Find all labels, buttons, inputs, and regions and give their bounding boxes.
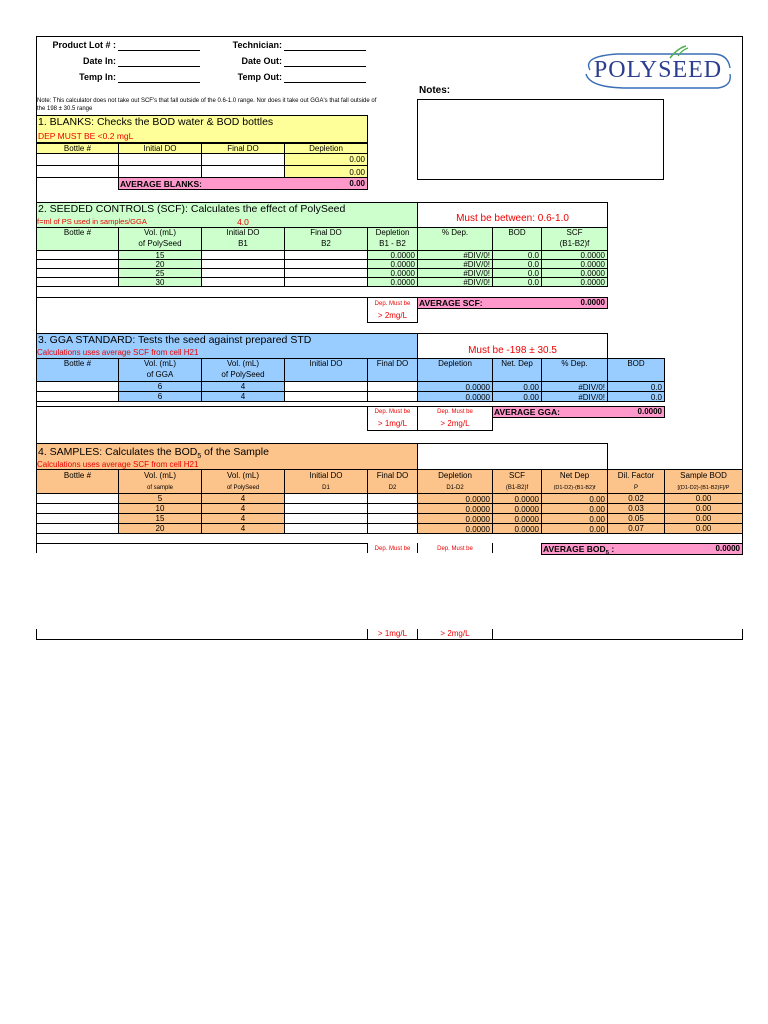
samples-scf-cell: 0.0000 xyxy=(492,493,542,504)
blanks-depletion-2: 0.00 xyxy=(284,165,368,178)
samples-header-bod: Sample BOD xyxy=(680,471,727,480)
scf-subheader-depletion: B1 - B2 xyxy=(379,239,406,248)
polyseed-logo xyxy=(578,44,738,94)
gga-header-bottle: Bottle # xyxy=(63,359,92,368)
logo-text: POLYSEED xyxy=(593,57,723,83)
scf-depletion-cell: 0.0000 xyxy=(367,277,418,287)
date-out-label: Date Out: xyxy=(241,56,282,66)
samples-vol-ps-cell[interactable]: 4 xyxy=(201,523,285,534)
gga-dep-must-be-1: Dep. Must be xyxy=(374,409,411,415)
gga-header-net: Net. Dep xyxy=(501,359,533,368)
scf-subheader-final: B2 xyxy=(321,239,331,248)
samples-header-scf: SCF xyxy=(509,471,525,480)
gga-range-note: Must be -198 ± 30.5 xyxy=(468,345,557,356)
gga-vol-gga-cell[interactable]: 6 xyxy=(118,391,202,402)
samples-header-dil: Dil. Factor xyxy=(617,471,655,480)
scf-depletion-cell: 0.0000 xyxy=(367,268,418,278)
samples-vol-ps-cell[interactable]: 4 xyxy=(201,513,285,524)
samples-depletion-cell: 0.0000 xyxy=(417,493,493,504)
samples-dil-cell: 0.02 xyxy=(607,493,665,504)
scf-dep-value: > 2mg/L xyxy=(377,311,408,320)
samples-vol-s-cell[interactable]: 5 xyxy=(118,493,202,504)
blanks-depletion-1: 0.00 xyxy=(284,153,368,166)
blanks-header-depletion: Depletion xyxy=(284,143,368,154)
samples-title-sub: 5 xyxy=(197,453,202,461)
scf-scf-cell: 0.0000 xyxy=(541,268,608,278)
gga-header-bod: BOD xyxy=(627,359,645,368)
gga-subheader-vol-gga: of GGA xyxy=(146,370,174,379)
samples-subheader-net: (D1-D2)-(B1-B2)f xyxy=(553,485,596,491)
scf-bod-cell: 0.0 xyxy=(492,268,542,278)
blanks-average-value: 0.00 xyxy=(349,179,365,188)
scf-pct-cell: #DIV/0! xyxy=(417,268,493,278)
scf-header-scf: SCF xyxy=(566,228,583,237)
blanks-average-label: AVERAGE BLANKS: xyxy=(120,179,203,189)
calculator-note: Note: This calculator does not take out SCF's that fall outside of the 0.6-1.0 range. Nor does it take out GGA's that fall outside of the 198 ± 30.5 range xyxy=(37,98,377,112)
continuation-right xyxy=(742,629,743,640)
gga-vol-ps-cell[interactable]: 4 xyxy=(201,381,285,392)
date-in-label: Date In: xyxy=(82,56,116,66)
scf-bottle-cell[interactable] xyxy=(36,277,119,287)
samples-bottom-line xyxy=(36,543,368,544)
temp-out-field[interactable] xyxy=(284,82,366,83)
samples-subtitle: Calculations uses average SCF from cell H21 xyxy=(37,460,199,469)
blanks-cell[interactable] xyxy=(36,165,119,178)
samples-subheader-vol-s: of sample xyxy=(146,485,173,491)
gga-pct-cell: #DIV/0! xyxy=(541,391,608,402)
notes-box[interactable] xyxy=(417,99,664,180)
samples-header-initial: Initial DO xyxy=(309,471,343,480)
samples-dep-must-be-1: Dep. Must be xyxy=(374,546,411,552)
blanks-header-bottle: Bottle # xyxy=(36,143,119,154)
continuation-line xyxy=(36,639,743,640)
samples-average-label xyxy=(543,544,614,559)
samples-dil-cell: 0.03 xyxy=(607,503,665,514)
temp-out-label: Temp Out: xyxy=(237,72,282,82)
gga-dep-must-be-2: Dep. Must be xyxy=(437,409,473,415)
samples-subheader-bod: [(D1-D2)-(B1-B2)F]/P xyxy=(677,485,730,491)
scf-header-initial: Initial DO xyxy=(226,228,260,237)
gga-bod-cell: 0.0 xyxy=(607,391,665,402)
samples-scf-cell: 0.0000 xyxy=(492,513,542,524)
scf-bod-cell: 0.0 xyxy=(492,250,542,260)
scf-pct-cell: #DIV/0! xyxy=(417,277,493,287)
gga-header-vol-gga: Vol. (mL) xyxy=(143,359,176,368)
samples-bod-cell: 0.00 xyxy=(664,493,743,504)
samples-subheader-dil: P xyxy=(633,485,638,491)
scf-header-depletion: Depletion xyxy=(375,228,410,237)
samples-bottle-cell[interactable] xyxy=(36,523,119,534)
samples-header-vol-s: Vol. (mL) xyxy=(143,471,176,480)
samples-vol-s-cell[interactable]: 10 xyxy=(118,503,202,514)
blanks-title: 1. BLANKS: Checks the BOD water & BOD bottles xyxy=(38,116,274,128)
samples-header-final: Final DO xyxy=(376,471,409,480)
samples-bod-cell: 0.00 xyxy=(664,503,743,514)
samples-dil-cell: 0.05 xyxy=(607,513,665,524)
gga-bottom-line xyxy=(36,406,368,407)
scf-bod-cell: 0.0 xyxy=(492,277,542,287)
blanks-header-initial: Initial DO xyxy=(118,143,202,154)
samples-vol-s-cell[interactable]: 15 xyxy=(118,513,202,524)
scf-header-bod: BOD xyxy=(508,228,526,237)
gga-dep-value-1: > 1mg/L xyxy=(377,419,408,428)
scf-pct-cell: #DIV/0! xyxy=(417,259,493,269)
samples-subheader-final: D2 xyxy=(388,485,397,491)
samples-header-net: Net Dep xyxy=(559,471,590,480)
scf-subheader-initial: B1 xyxy=(238,239,248,248)
scf-dep-must-be: Dep. Must be xyxy=(374,301,411,307)
samples-vol-ps-cell[interactable]: 4 xyxy=(201,503,285,514)
gga-net-cell: 0.00 xyxy=(492,381,542,392)
samples-dep-must-be-2: Dep. Must be xyxy=(437,546,473,552)
samples-scf-cell: 0.0000 xyxy=(492,523,542,534)
samples-average-label-sub: 5 xyxy=(605,550,609,557)
temp-in-field[interactable] xyxy=(118,82,200,83)
samples-scf-cell: 0.0000 xyxy=(492,503,542,514)
scf-scf-cell: 0.0000 xyxy=(541,259,608,269)
scf-average-label: AVERAGE SCF: xyxy=(419,298,483,308)
scf-depletion-cell: 0.0000 xyxy=(367,259,418,269)
gga-average-label: AVERAGE GGA: xyxy=(494,407,560,417)
samples-vol-ps-cell[interactable]: 4 xyxy=(201,493,285,504)
scf-header-pct: % Dep. xyxy=(441,228,469,237)
blanks-header-final: Final DO xyxy=(201,143,285,154)
gga-subheader-vol-ps: of PolySeed xyxy=(221,370,265,379)
scf-scf-cell: 0.0000 xyxy=(541,277,608,287)
samples-net-cell: 0.00 xyxy=(541,523,608,534)
gga-header-pct: % Dep. xyxy=(561,359,588,368)
scf-header-bottle: Bottle # xyxy=(63,228,92,237)
samples-header-vol-ps: Vol. (mL) xyxy=(226,471,259,480)
scf-final-cell[interactable] xyxy=(284,277,368,287)
gga-final-cell[interactable] xyxy=(367,391,418,402)
scf-initial-cell[interactable] xyxy=(201,277,285,287)
blanks-warning: DEP MUST BE <0.2 mgL xyxy=(38,131,134,141)
scf-subheader-scf: (B1-B2)f xyxy=(559,239,590,248)
scf-header-vol: Vol. (mL) xyxy=(143,228,176,237)
gga-header-depletion: Depletion xyxy=(438,359,472,368)
temp-in-label: Temp In: xyxy=(79,72,116,82)
samples-title-pre: 4. SAMPLES: Calculates the BOD xyxy=(38,446,198,458)
gga-depletion-cell: 0.0000 xyxy=(417,381,493,392)
date-in-field[interactable] xyxy=(118,66,200,67)
scf-bod-cell: 0.0 xyxy=(492,259,542,269)
scf-title: 2. SEEDED CONTROLS (SCF): Calculates the effect of PolySeed xyxy=(38,203,346,215)
gga-average-value: 0.0000 xyxy=(637,407,662,416)
samples-dep-value-2: > 2mg/L xyxy=(440,629,470,638)
product-lot-label: Product Lot # : xyxy=(52,40,116,50)
samples-subheader-initial: D1 xyxy=(322,485,330,491)
scf-vol-cell[interactable]: 30 xyxy=(118,277,202,287)
samples-average-label-pre: AVERAGE BOD xyxy=(543,544,606,554)
gga-dep-value-2: > 2mg/L xyxy=(440,419,470,428)
samples-vol-s-cell[interactable]: 20 xyxy=(118,523,202,534)
samples-dil-cell: 0.07 xyxy=(607,523,665,534)
continuation-left xyxy=(36,629,37,640)
scf-vol-cell[interactable]: 20 xyxy=(118,259,202,269)
samples-subheader-scf: (B1-B2)f xyxy=(505,485,529,491)
scf-vol-cell[interactable]: 15 xyxy=(118,250,202,260)
samples-depletion-cell: 0.0000 xyxy=(417,503,493,514)
scf-depletion-cell: 0.0000 xyxy=(367,250,418,260)
scf-subheader-vol: of PolySeed xyxy=(138,239,182,248)
scf-scf-cell: 0.0000 xyxy=(541,250,608,260)
samples-bod-cell: 0.00 xyxy=(664,513,743,524)
samples-net-cell: 0.00 xyxy=(541,503,608,514)
samples-depletion-cell: 0.0000 xyxy=(417,513,493,524)
gga-vol-gga-cell[interactable]: 6 xyxy=(118,381,202,392)
samples-header-depletion: Depletion xyxy=(438,471,472,480)
product-lot-field[interactable] xyxy=(118,50,200,51)
samples-final-cell[interactable] xyxy=(367,523,418,534)
scf-f-label: f=ml of PS used in samples/GGA xyxy=(37,217,147,226)
gga-depletion-cell: 0.0000 xyxy=(417,391,493,402)
gga-vol-ps-cell[interactable]: 4 xyxy=(201,391,285,402)
gga-title: 3. GGA STANDARD: Tests the seed against prepared STD xyxy=(38,334,312,346)
samples-bod-cell: 0.00 xyxy=(664,523,743,534)
scf-pct-cell: #DIV/0! xyxy=(417,250,493,260)
technician-field[interactable] xyxy=(284,50,366,51)
scf-f-value[interactable]: 4.0 xyxy=(237,217,249,227)
scf-vol-cell[interactable]: 25 xyxy=(118,268,202,278)
gga-bod-cell: 0.0 xyxy=(607,381,665,392)
frame-top xyxy=(36,36,743,37)
gga-header-initial: Initial DO xyxy=(309,359,343,368)
samples-average-label-post: : xyxy=(609,544,615,554)
samples-dep-value-1: > 1mg/L xyxy=(377,629,408,638)
scf-range-note: Must be between: 0.6-1.0 xyxy=(456,213,569,224)
gga-pct-cell: #DIV/0! xyxy=(541,381,608,392)
scf-header-final: Final DO xyxy=(310,228,342,237)
samples-range-box xyxy=(417,443,608,470)
samples-header-bottle: Bottle # xyxy=(63,471,92,480)
gga-header-final: Final DO xyxy=(376,359,409,368)
samples-net-cell: 0.00 xyxy=(541,493,608,504)
samples-title-post: of the Sample xyxy=(201,446,269,458)
samples-net-cell: 0.00 xyxy=(541,513,608,524)
scf-bottom-line xyxy=(36,297,368,298)
technician-label: Technician: xyxy=(232,40,282,50)
samples-initial-cell[interactable] xyxy=(284,523,368,534)
gga-initial-cell[interactable] xyxy=(284,391,368,402)
samples-subheader-vol-ps: of PolySeed xyxy=(226,485,260,491)
gga-header-vol-ps: Vol. (mL) xyxy=(226,359,259,368)
notes-label: Notes: xyxy=(419,85,451,96)
gga-subtitle: Calculations uses average SCF from cell H21 xyxy=(37,348,199,357)
gga-bottle-cell[interactable] xyxy=(36,391,119,402)
samples-average-value: 0.0000 xyxy=(715,544,740,553)
date-out-field[interactable] xyxy=(284,66,366,67)
gga-net-cell: 0.00 xyxy=(492,391,542,402)
samples-depletion-cell: 0.0000 xyxy=(417,523,493,534)
scf-average-value: 0.0000 xyxy=(580,298,605,307)
samples-subheader-depletion: D1-D2 xyxy=(446,485,464,491)
